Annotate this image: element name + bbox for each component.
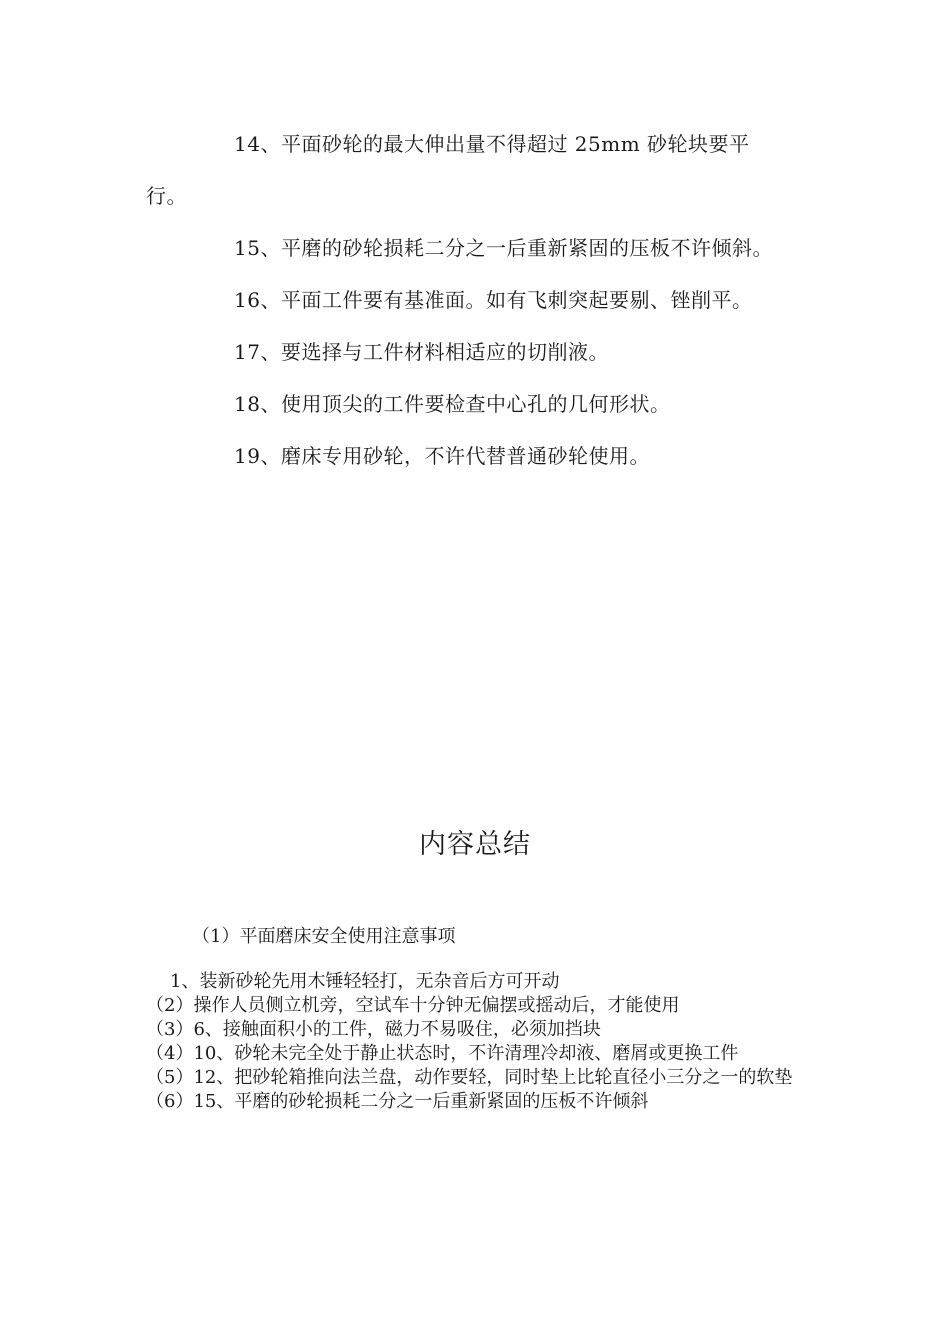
safety-rule-15: 15、平磨的砂轮损耗二分之一后重新紧固的压板不许倾斜。 [234, 236, 773, 260]
safety-rule-18: 18、使用顶尖的工件要检查中心孔的几何形状。 [234, 392, 671, 416]
safety-rule-list [146, 118, 786, 482]
summary-item-3: （3）6、接触面积小的工件，磁力不易吸住，必须加挡块 [146, 1019, 601, 1040]
summary-item-6: （6）15、平磨的砂轮损耗二分之一后重新紧固的压板不许倾斜 [146, 1091, 649, 1112]
summary-item-1: 1、装新砂轮先用木锤轻轻打，无杂音后方可开动 [170, 971, 560, 992]
summary-item-4: （4）10、砂轮未完全处于静止状态时，不许清理冷却液、磨屑或更换工件 [146, 1043, 739, 1064]
safety-rule-14: 14、平面砂轮的最大伸出量不得超过 25mm 砂轮块要平行。 [146, 132, 750, 208]
summary-heading: （1）平面磨床安全使用注意事项 [192, 926, 456, 947]
summary-item-5: （5）12、把砂轮箱推向法兰盘，动作要轻，同时垫上比轮直径小三分之一的软垫 [146, 1067, 793, 1088]
summary-list [146, 970, 806, 1114]
summary-item-2: （2）操作人员侧立机旁，空试车十分钟无偏摆或摇动后，才能使用 [146, 995, 680, 1016]
summary-title: 内容总结 [419, 829, 531, 860]
safety-rule-19: 19、磨床专用砂轮，不许代替普通砂轮使用。 [234, 444, 650, 468]
safety-rule-16: 16、平面工件要有基准面。如有飞刺突起要剔、锉削平。 [234, 288, 753, 312]
safety-rule-17: 17、要选择与工件材料相适应的切削液。 [234, 340, 609, 364]
